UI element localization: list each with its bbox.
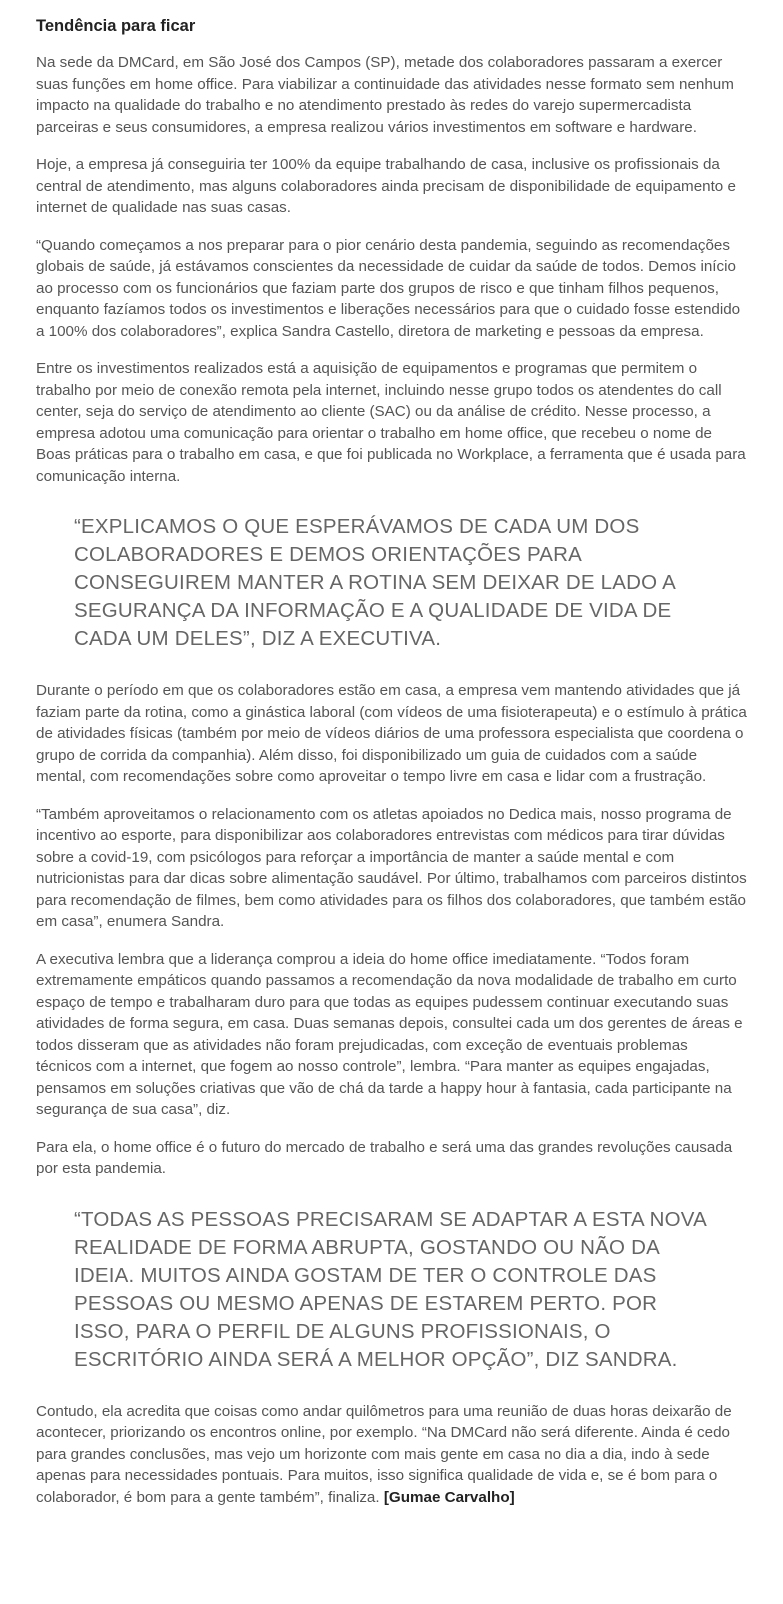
paragraph: Na sede da DMCard, em São José dos Campos (SP), metade dos colaboradores passaram a exercer suas funções em home office. Para viabilizar a continuidade das atividades nesse formato sem nenhum impacto na qualidade do trabalho e no atendimento prestado às redes do varejo supermercadista parceiras e seus consumidores, a empresa realizou vários investimentos em software e hardware.	[36, 54, 734, 136]
pull-quote: “TODAS AS PESSOAS PRECISARAM SE ADAPTAR A ESTA NOVA REALIDADE DE FORMA ABRUPTA, GOSTANDO OU NÃO DA IDEIA. MUITOS AINDA GOSTAM DE TER O CONTROLE DAS PESSOAS OU MESMO APENAS DE ESTAREM PERTO. POR ISSO, PARA O PERFIL DE ALGUNS PROFISSIONAIS, O ESCRITÓRIO AINDA SERÁ A MELHOR OPÇÃO”, DIZ SANDRA.	[74, 1207, 706, 1371]
pull-quote: “EXPLICAMOS O QUE ESPERÁVAMOS DE CADA UM DOS COLABORADORES E DEMOS ORIENTAÇÕES PARA CONSEGUIREM MANTER A ROTINA SEM DEIXAR DE LADO A SEGURANÇA DA INFORMAÇÃO E A QUALIDADE DE VIDA DE CADA UM DELES”, DIZ A EXECUTIVA.	[74, 515, 675, 650]
paragraph: Hoje, a empresa já conseguiria ter 100% da equipe trabalhando de casa, inclusive os profissionais da central de atendimento, mas alguns colaboradores ainda precisam de disponibilidade de equipamento e internet de qualidade nas suas casas.	[36, 156, 736, 216]
paragraph: “Também aproveitamos o relacionamento com os atletas apoiados no Dedica mais, nosso programa de incentivo ao esporte, para disponibilizar aos colaboradores entrevistas com médicos para tirar dúvidas sobre a covid-19, com psicólogos para reforçar a importância de manter a saúde mental e com nutricionistas para dar dicas sobre alimentação saudável. Por último, trabalhamos com parceiros distintos para recomendação de filmes, bem como atividades para os filhos dos colaboradores, que também estão em casa”, enumera Sandra.	[36, 805, 747, 930]
paragraph: Para ela, o home office é o futuro do mercado de trabalho e será uma das grandes revoluções causada por esta pandemia.	[36, 1138, 733, 1177]
paragraph: Entre os investimentos realizados está a aquisição de equipamentos e programas que permitem o trabalho por meio de conexão remota pela internet, incluindo nesse grupo todos os atendentes do call center, seja do serviço de atendimento ao cliente (SAC) ou da análise de crédito. Nesse processo, a empresa adotou uma comunicação para orientar o trabalho em home office, que recebeu o nome de Boas práticas para o trabalho em casa, e que foi publicada no Workplace, a ferramenta que é usada para comunicação interna.	[36, 360, 746, 485]
final-paragraph-text: Contudo, ela acredita que coisas como andar quilômetros para uma reunião de duas horas deixarão de acontecer, priorizando os encontros online, por exemplo. “Na DMCard não será diferente. Ainda é cedo para grandes conclusões, mas vejo um horizonte com mais gente em casa no dia a dia, indo à sede apenas para necessidades pontuais. Para muitos, isso significa qualidade de vida e, se é bom para o colaborador, é bom para a gente também”, finaliza.	[36, 1402, 732, 1506]
paragraph: “Quando começamos a nos preparar para o pior cenário desta pandemia, seguindo as recomendações globais de saúde, já estávamos conscientes da necessidade de cuidar da saúde de todos. Demos início ao processo com os funcionários que faziam parte dos grupos de risco e que tinham filhos pequenos, enquanto fazíamos todos os investimentos e liberações necessários para que o cuidado fosse estendido a 100% dos colaboradores”, explica Sandra Castello, diretora de marketing e pessoas da empresa.	[36, 236, 741, 340]
paragraph: A executiva lembra que a liderança comprou a ideia do home office imediatamente. “Todos foram extremamente empáticos quando passamos a recomendação da nova modalidade de trabalho em curto espaço de tempo e trabalharam duro para que todas as equipes pudessem continuar executando suas atividades de forma segura, em casa. Duas semanas depois, consultei cada um dos gerentes de áreas e todos disseram que as atividades não foram prejudicadas, com exceção de eventuais problemas técnicos com a internet, que fogem ao nosso controle”, lembra. “Para manter as equipes engajadas, pensamos em soluções criativas que vão de chá da tarde a happy hour à fantasia, cada participante na segurança de sua casa”, diz.	[36, 950, 743, 1118]
paragraph: Durante o período em que os colaboradores estão em casa, a empresa vem mantendo atividades que já faziam parte da rotina, como a ginástica laboral (com vídeos de uma fisioterapeuta) e o estímulo à prática de atividades físicas (também por meio de vídeos diários de uma professora especialista que coordena o grupo de corrida da companhia). Além disso, foi disponibilizado um guia de cuidados com a saúde mental, com recomendações sobre como aproveitar o tempo livre em casa e lidar com a frustração.	[36, 682, 747, 785]
final-paragraph	[36, 1401, 747, 1509]
author-credit: [Gumae Carvalho]	[383, 1488, 515, 1506]
section-heading: Tendência para ficar	[36, 17, 196, 35]
